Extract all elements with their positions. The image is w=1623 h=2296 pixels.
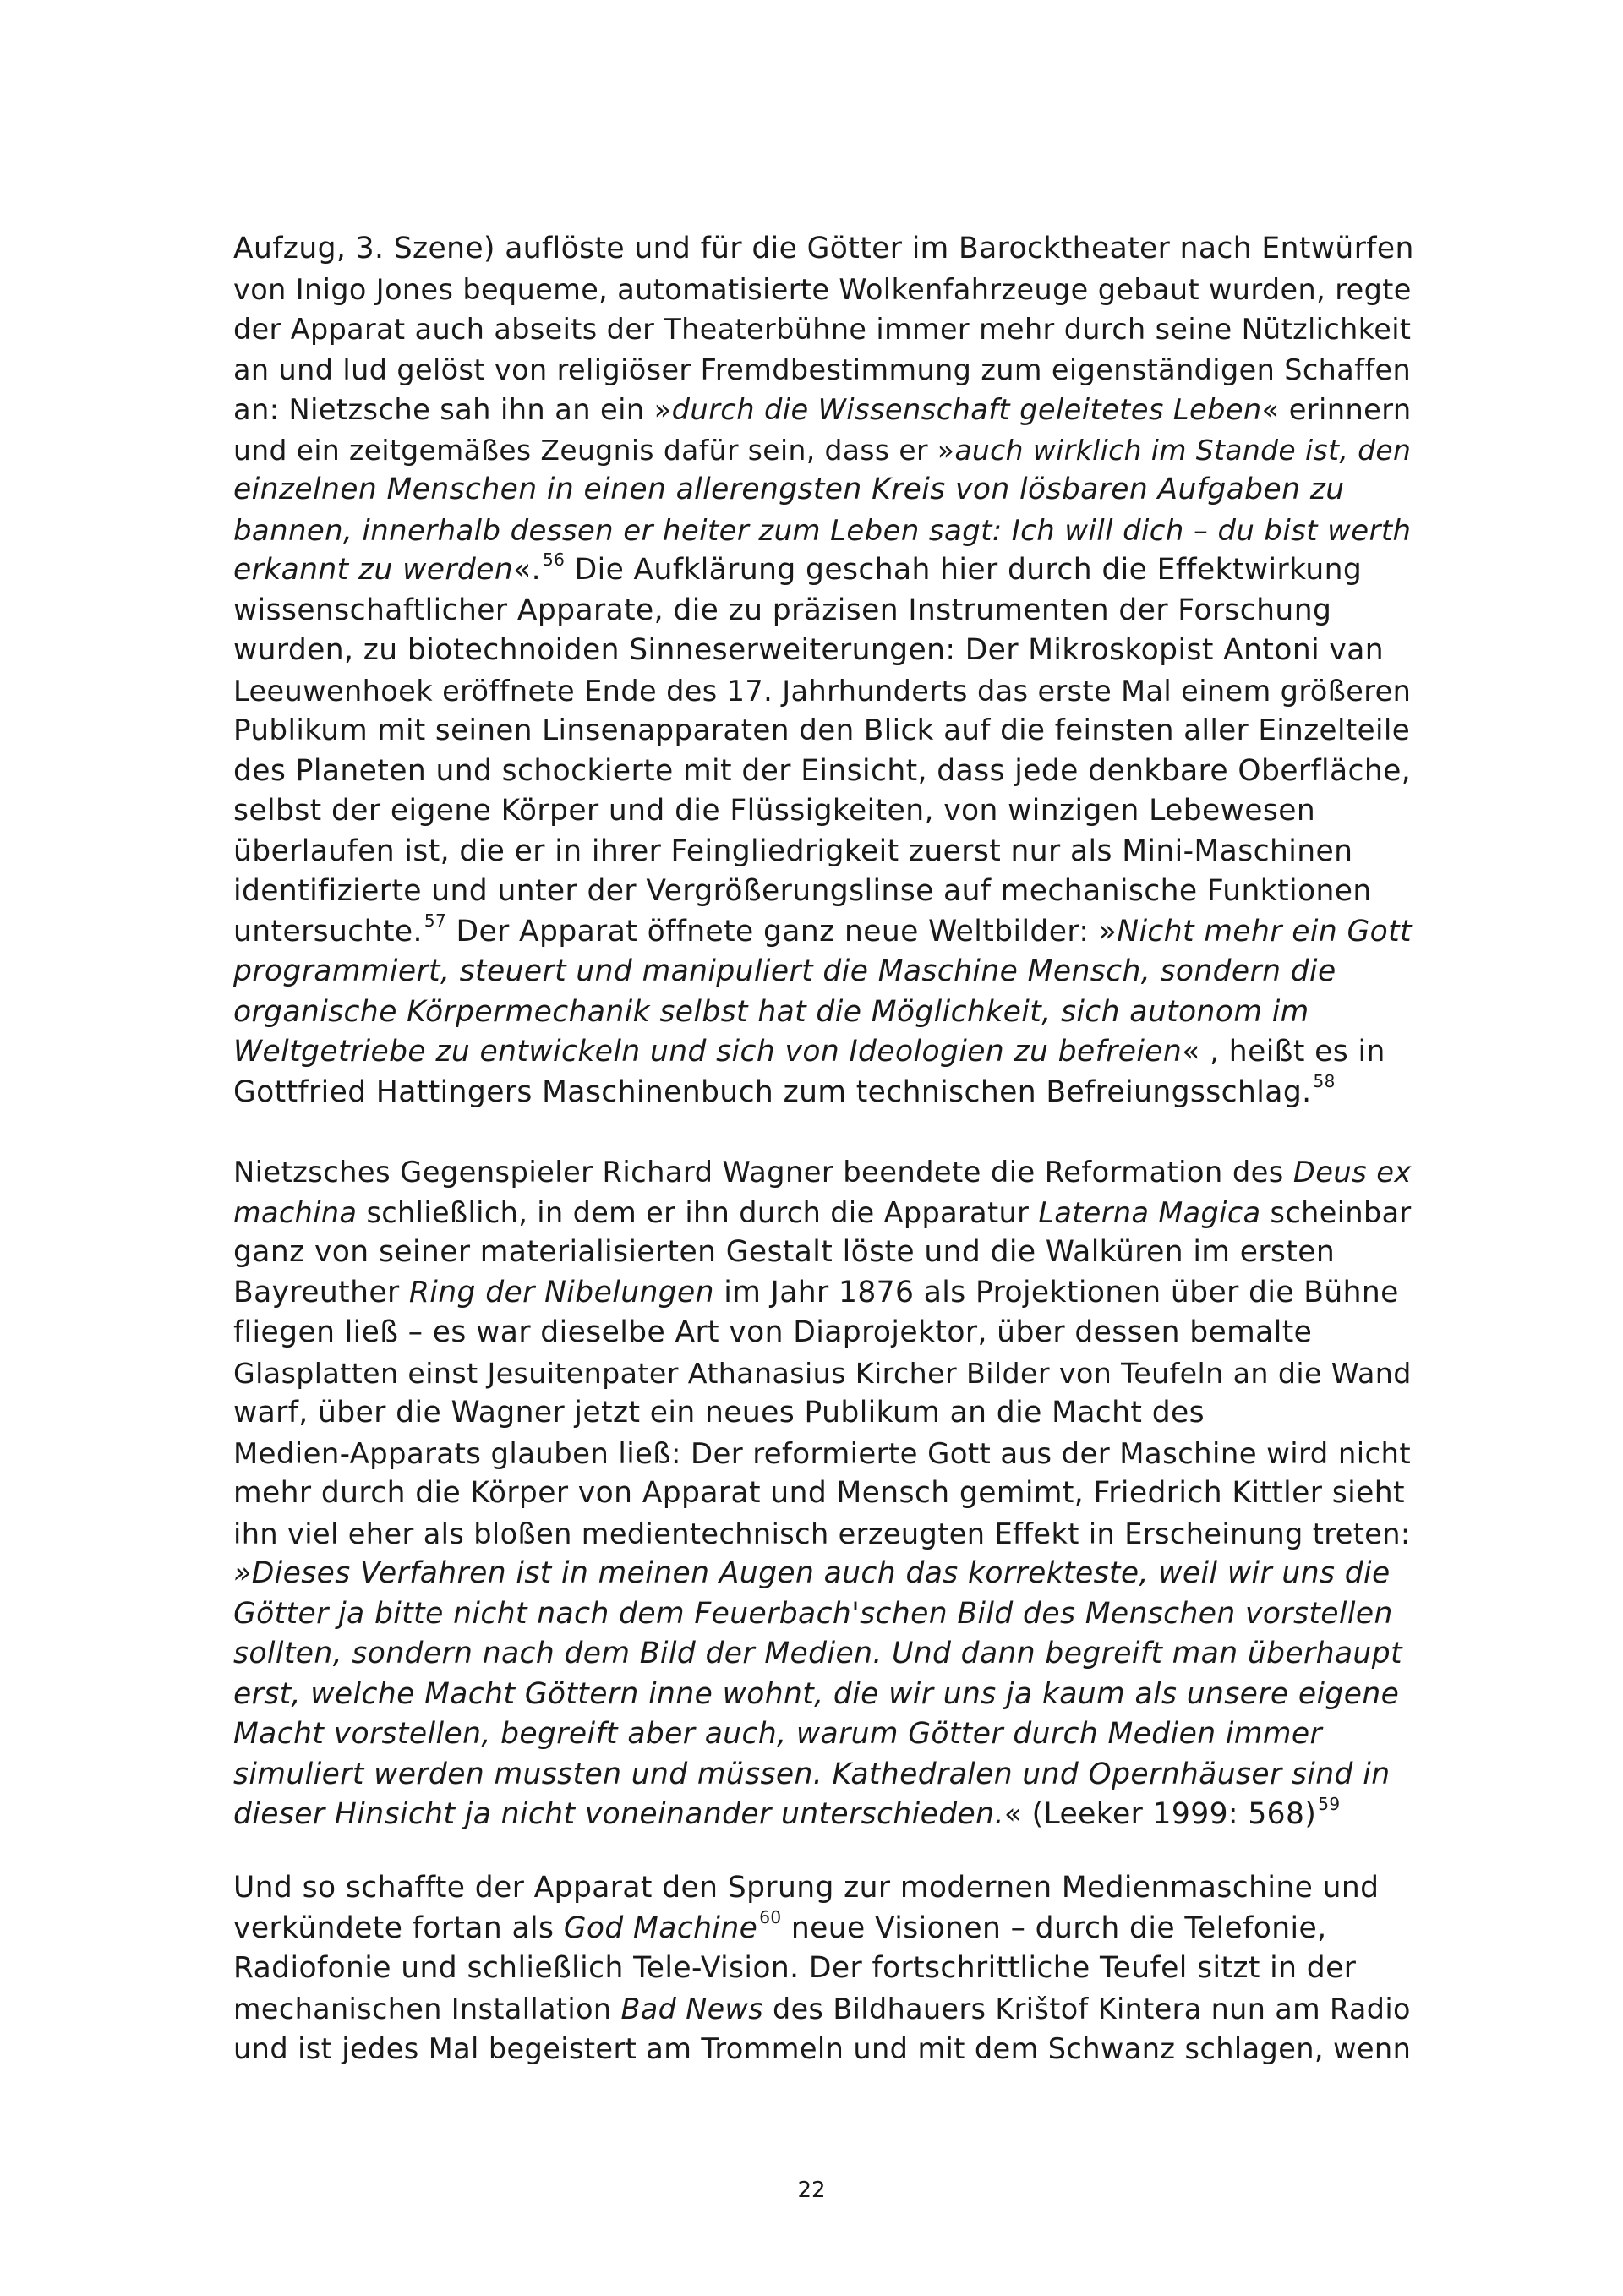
text-line — [233, 470, 1417, 511]
text-run: scheinbar — [1260, 1195, 1412, 1229]
title-italic: Ring der Nibelungen — [408, 1275, 714, 1309]
quote-italic: organische Körpermechanik selbst hat die Möglichkeit, sich autonom im — [233, 994, 1309, 1029]
quote-italic: erst, welche Macht Göttern inne wohnt, die wir uns ja kaum als unsere eigene — [233, 1676, 1400, 1711]
text-line: ihn viel eher als bloßen medientechnisch erzeugten Effekt in Erscheinung treten: — [233, 1517, 1411, 1550]
quote-italic: sollten, sondern nach dem Bild der Medien. Und dann begreift man überhaupt — [233, 1637, 1402, 1670]
text-run: mechanischen Installation — [233, 1992, 621, 2025]
text-line — [233, 912, 1417, 953]
text-run: schließlich, in dem er ihn durch die Apparatur — [357, 1195, 1039, 1229]
quote-italic: programmiert, steuert und manipuliert die Maschine Mensch, sondern die — [233, 954, 1336, 988]
quote-italic: Götter ja bitte nicht nach dem Feuerbach'schen Bild des Menschen vorstellen — [233, 1596, 1393, 1631]
text-line — [233, 1073, 1417, 1113]
title-italic: Deus ex — [1292, 1156, 1412, 1189]
text-line: Leeuwenhoek eröffnete Ende des 17. Jahrhunderts das erste Mal einem größeren — [233, 674, 1412, 708]
title-italic: machina — [233, 1195, 358, 1229]
text-line — [233, 430, 1417, 471]
quote-italic: »Dieses Verfahren ist in meinen Augen auch das korrekteste, weil wir uns die — [233, 1556, 1391, 1590]
text-run: Die Aufklärung geschah hier durch die Effektwirkung — [565, 553, 1363, 587]
text-line: Radiofonie und schließlich Tele-Vision. Der fortschrittliche Teufel sitzt in der — [233, 1951, 1357, 1985]
text-line — [233, 1554, 1417, 1594]
text-run: und ein zeitgemäßes Zeugnis dafür sein, dass er » — [233, 433, 955, 467]
quote-italic: bannen, innerhalb dessen er heiter zum Leben sagt: Ich will dich – du bist werth — [233, 513, 1412, 547]
text-run: Der Apparat öffnete ganz neue Weltbilder: » — [446, 914, 1118, 948]
page-number: 22 — [797, 2178, 826, 2203]
footnote-marker: 59 — [1318, 1793, 1341, 1814]
text-line — [233, 1152, 1417, 1193]
text-line: überlaufen ist, die er in ihrer Feingliedrigkeit zuerst nur als Mini-Maschinen — [233, 834, 1353, 868]
quote-italic: simuliert werden mussten und müssen. Kathedralen und Opernhäuser sind in — [233, 1757, 1391, 1791]
text-line: Glasplatten einst Jesuitenpater Athanasius Kircher Bilder von Teufeln an die Wand — [233, 1356, 1412, 1390]
text-line: wurden, zu biotechnoiden Sinneserweiterungen: Der Mikroskopist Antoni van — [233, 633, 1385, 667]
text-line: warf, über die Wagner jetzt ein neues Publikum an die Macht des — [233, 1396, 1205, 1430]
text-run: «. — [513, 553, 541, 587]
text-line — [233, 390, 1417, 430]
text-line — [233, 1909, 1417, 1949]
text-run: verkündete fortan als — [233, 1911, 564, 1945]
text-line: mehr durch die Körper von Apparat und Mensch gemimt, Friedrich Kittler sieht — [233, 1476, 1405, 1510]
footnote-marker: 56 — [543, 549, 566, 570]
text-line — [233, 1193, 1417, 1233]
title-italic: Bad News — [620, 1992, 764, 2025]
paragraph-3 — [233, 1868, 1417, 2069]
text-line: Medien-Apparats glauben ließ: Der reformierte Gott aus der Maschine wird nicht — [233, 1436, 1412, 1470]
text-line: identifizierte und unter der Vergrößerungslinse auf mechanische Funktionen — [233, 874, 1372, 908]
quote-italic: einzelnen Menschen in einen allerengsten Kreis von lösbaren Aufgaben zu — [233, 473, 1345, 506]
text-run: « erinnern — [1261, 393, 1412, 426]
text-line: ganz von seiner materialisierten Gestalt löste und die Walküren im ersten — [233, 1235, 1336, 1269]
text-line: des Planeten und schockierte mit der Einsicht, dass jede denkbare Oberfläche, — [233, 753, 1412, 788]
text-run: untersuchte. — [233, 914, 423, 948]
quote-italic: Nicht mehr ein Gott — [1117, 914, 1412, 948]
quote-italic: erkannt zu werden — [233, 553, 514, 587]
text-line — [233, 1755, 1417, 1796]
text-line — [233, 1714, 1417, 1755]
text-run: Gottfried Hattingers Maschinenbuch zum technischen Befreiungsschlag. — [233, 1074, 1312, 1109]
quote-italic: durch die Wissenschaft geleitetes Leben — [671, 393, 1262, 426]
quote-italic: Weltgetriebe zu entwickeln und sich von Ideologien zu befreien — [233, 1035, 1183, 1069]
footnote-marker: 58 — [1313, 1071, 1336, 1091]
quote-italic: Macht vorstellen, begreift aber auch, warum Götter durch Medien immer — [233, 1717, 1323, 1751]
text-run: Nietzsches Gegenspieler Richard Wagner beendete die Reformation des — [233, 1156, 1293, 1189]
footnote-marker: 60 — [759, 1907, 782, 1927]
paragraph-1 — [233, 229, 1417, 1112]
text-line — [233, 992, 1417, 1033]
text-run: Bayreuther — [233, 1275, 409, 1309]
text-run: « (Leeker 1999: 568) — [1003, 1797, 1317, 1831]
text-run: neue Visionen – durch die Telefonie, — [781, 1911, 1327, 1945]
text-run: des Bildhauers Krištof Kintera nun am Radio — [763, 1992, 1411, 2025]
text-line: Publikum mit seinen Linsenapparaten den Blick auf die feinsten aller Einzelteile — [233, 713, 1411, 747]
text-line: selbst der eigene Körper und die Flüssigkeiten, von winzigen Lebewesen — [233, 794, 1316, 828]
text-line — [233, 1273, 1417, 1314]
text-line — [233, 511, 1417, 551]
text-line: der Apparat auch abseits der Theaterbühne immer mehr durch seine Nützlichkeit — [233, 313, 1412, 346]
text-line — [233, 1795, 1417, 1835]
text-line — [233, 1032, 1417, 1073]
text-line — [233, 1989, 1417, 2030]
text-line — [233, 1675, 1417, 1715]
text-line — [233, 1634, 1417, 1675]
text-line: wissenschaftlicher Apparate, die zu präzisen Instrumenten der Forschung — [233, 593, 1332, 627]
title-italic: God Machine — [563, 1911, 758, 1945]
text-run: « , heißt es in — [1182, 1035, 1385, 1069]
footnote-marker: 57 — [424, 910, 447, 931]
text-line — [233, 550, 1417, 591]
title-italic: Laterna Magica — [1038, 1195, 1261, 1229]
text-line: Und so schaffte der Apparat den Sprung zur modernen Medienmaschine und — [233, 1871, 1380, 1905]
text-run: an: Nietzsche sah ihn an ein » — [233, 393, 672, 426]
paragraph-2 — [233, 1152, 1417, 1835]
quote-italic: auch wirklich im Stande ist, den — [954, 433, 1412, 467]
text-line: Aufzug, 3. Szene) auflöste und für die Götter im Barocktheater nach Entwürfen — [233, 232, 1414, 265]
text-line: und ist jedes Mal begeistert am Trommeln und mit dem Schwanz schlagen, wenn — [233, 2032, 1412, 2065]
text-line: an und lud gelöst von religiöser Fremdbestimmung zum eigenständigen Schaffen — [233, 353, 1412, 386]
text-run: im Jahr 1876 als Projektionen über die Bühne — [713, 1275, 1399, 1309]
text-line — [233, 1594, 1417, 1635]
text-line: fliegen ließ – es war dieselbe Art von Diaprojektor, über dessen bemalte — [233, 1315, 1313, 1349]
text-line — [233, 952, 1417, 992]
quote-italic: dieser Hinsicht ja nicht voneinander unterschieden. — [233, 1797, 1004, 1831]
text-line: von Inigo Jones bequeme, automatisierte Wolkenfahrzeuge gebaut wurden, regte — [233, 272, 1412, 306]
